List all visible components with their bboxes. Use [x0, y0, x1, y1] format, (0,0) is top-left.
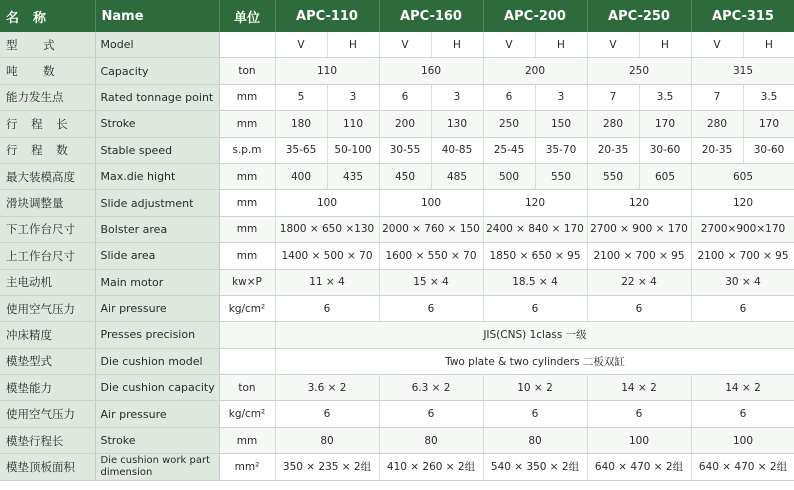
cell: 435 — [327, 163, 379, 189]
cell: 35-70 — [535, 137, 587, 163]
table-row — [0, 58, 794, 84]
cell: 160 — [379, 58, 483, 84]
cell: H — [535, 32, 587, 58]
cell: 1400 × 500 × 70 — [275, 243, 379, 269]
cell: 6.3 × 2 — [379, 375, 483, 401]
table-row — [0, 163, 794, 189]
cell: 2100 × 700 × 95 — [691, 243, 794, 269]
row-label-en: Air pressure — [95, 401, 219, 427]
table-row — [0, 32, 794, 58]
cell: 20-35 — [587, 137, 639, 163]
cell: 40-85 — [431, 137, 483, 163]
cell: 3 — [535, 84, 587, 110]
cell: 80 — [275, 427, 379, 453]
cell: 150 — [535, 111, 587, 137]
row-label-en: Die cushion model — [95, 348, 219, 374]
cell: 280 — [587, 111, 639, 137]
row-label-zh: 最大装模高度 — [0, 163, 95, 189]
row-unit: mm — [219, 84, 275, 110]
cell: 550 — [587, 163, 639, 189]
cell: 50-100 — [327, 137, 379, 163]
cell: 3 — [431, 84, 483, 110]
cell: 170 — [639, 111, 691, 137]
cell: 2000 × 760 × 150 — [379, 216, 483, 242]
table-row — [0, 322, 794, 348]
row-unit — [219, 322, 275, 348]
table-row — [0, 216, 794, 242]
cell: 550 — [535, 163, 587, 189]
cell: 200 — [379, 111, 431, 137]
cell: 170 — [743, 111, 794, 137]
cell: 110 — [275, 58, 379, 84]
cell: 20-35 — [691, 137, 743, 163]
header-model: APC-200 — [483, 0, 587, 32]
cell: 400 — [275, 163, 327, 189]
cell: 6 — [379, 401, 483, 427]
cell: V — [379, 32, 431, 58]
cell: 100 — [691, 427, 794, 453]
row-unit — [219, 32, 275, 58]
cell: 2700 × 900 × 170 — [587, 216, 691, 242]
cell: 3.5 — [639, 84, 691, 110]
cell: 25-45 — [483, 137, 535, 163]
cell: 14 × 2 — [691, 375, 794, 401]
table-row — [0, 84, 794, 110]
cell: 100 — [379, 190, 483, 216]
row-unit: ton — [219, 58, 275, 84]
cell: V — [483, 32, 535, 58]
row-label-zh: 行 程 长 — [0, 111, 95, 137]
row-label-zh: 模垫行程长 — [0, 427, 95, 453]
row-label-en: Rated tonnage point — [95, 84, 219, 110]
row-unit: kg/cm² — [219, 295, 275, 321]
row-label-zh: 上工作台尺寸 — [0, 243, 95, 269]
cell: 15 × 4 — [379, 269, 483, 295]
row-unit: mm² — [219, 454, 275, 480]
cell: 6 — [483, 295, 587, 321]
row-label-en: Stroke — [95, 111, 219, 137]
row-label-en: Bolster area — [95, 216, 219, 242]
cell: 6 — [275, 295, 379, 321]
table-row — [0, 111, 794, 137]
cell: 1800 × 650 ×130 — [275, 216, 379, 242]
cell: 250 — [483, 111, 535, 137]
row-label-zh: 模垫能力 — [0, 375, 95, 401]
cell: 6 — [587, 295, 691, 321]
table-row — [0, 375, 794, 401]
cell: 110 — [327, 111, 379, 137]
row-label-en: Die cushion work part dimension — [95, 454, 219, 480]
cell: 30-60 — [743, 137, 794, 163]
row-label-zh: 行 程 数 — [0, 137, 95, 163]
cell: 6 — [691, 401, 794, 427]
cell: 2400 × 840 × 170 — [483, 216, 587, 242]
cell: 130 — [431, 111, 483, 137]
row-label-en: Die cushion capacity — [95, 375, 219, 401]
cell: 10 × 2 — [483, 375, 587, 401]
row-label-en: Max.die hight — [95, 163, 219, 189]
cell: 315 — [691, 58, 794, 84]
cell: 22 × 4 — [587, 269, 691, 295]
cell: 80 — [483, 427, 587, 453]
row-label-zh: 冲床精度 — [0, 322, 95, 348]
header-model: APC-110 — [275, 0, 379, 32]
row-label-zh: 模垫型式 — [0, 348, 95, 374]
table-row — [0, 401, 794, 427]
row-label-en: Capacity — [95, 58, 219, 84]
cell: 11 × 4 — [275, 269, 379, 295]
table-row — [0, 295, 794, 321]
header-unit: 单位 — [219, 0, 275, 32]
row-unit: mm — [219, 243, 275, 269]
row-label-en: Slide area — [95, 243, 219, 269]
cell: 6 — [483, 401, 587, 427]
cell: V — [587, 32, 639, 58]
row-label-en: Stable speed — [95, 137, 219, 163]
cell: 120 — [691, 190, 794, 216]
header-model: APC-160 — [379, 0, 483, 32]
row-label-zh: 使用空气压力 — [0, 295, 95, 321]
header-row — [0, 0, 794, 32]
cell: 5 — [275, 84, 327, 110]
cell: 3 — [327, 84, 379, 110]
row-unit: ton — [219, 375, 275, 401]
cell: 6 — [483, 84, 535, 110]
row-unit: mm — [219, 427, 275, 453]
table-row — [0, 137, 794, 163]
cell: 450 — [379, 163, 431, 189]
cell: 410 × 260 × 2组 — [379, 454, 483, 480]
row-unit — [219, 348, 275, 374]
header-model: APC-250 — [587, 0, 691, 32]
table-row — [0, 348, 794, 374]
cell: 100 — [275, 190, 379, 216]
cell: H — [327, 32, 379, 58]
row-label-en: Slide adjustment — [95, 190, 219, 216]
cell: JIS(CNS) 1class 一级 — [275, 322, 794, 348]
table-row — [0, 269, 794, 295]
row-label-zh: 型 式 — [0, 32, 95, 58]
cell: 6 — [275, 401, 379, 427]
cell: 2700×900×170 — [691, 216, 794, 242]
cell: 35-65 — [275, 137, 327, 163]
cell: 540 × 350 × 2组 — [483, 454, 587, 480]
cell: V — [275, 32, 327, 58]
row-label-zh: 主电动机 — [0, 269, 95, 295]
row-unit: kw×P — [219, 269, 275, 295]
header-zh: 名称 — [0, 0, 95, 32]
row-unit: mm — [219, 190, 275, 216]
cell: 6 — [691, 295, 794, 321]
cell: Two plate & two cylinders 二板双缸 — [275, 348, 794, 374]
cell: 6 — [379, 84, 431, 110]
row-unit: mm — [219, 216, 275, 242]
cell: 30 × 4 — [691, 269, 794, 295]
cell: H — [639, 32, 691, 58]
cell: 605 — [639, 163, 691, 189]
cell: 7 — [587, 84, 639, 110]
cell: 180 — [275, 111, 327, 137]
table-row — [0, 427, 794, 453]
cell: 120 — [483, 190, 587, 216]
cell: 120 — [587, 190, 691, 216]
row-unit: mm — [219, 111, 275, 137]
row-label-en: Main motor — [95, 269, 219, 295]
cell: 6 — [379, 295, 483, 321]
row-label-zh: 下工作台尺寸 — [0, 216, 95, 242]
table-row — [0, 190, 794, 216]
cell: 3.5 — [743, 84, 794, 110]
cell: H — [743, 32, 794, 58]
cell: 500 — [483, 163, 535, 189]
cell: 1600 × 550 × 70 — [379, 243, 483, 269]
cell: 14 × 2 — [587, 375, 691, 401]
cell: 7 — [691, 84, 743, 110]
cell: 250 — [587, 58, 691, 84]
row-label-zh: 滑块调整量 — [0, 190, 95, 216]
cell: 30-60 — [639, 137, 691, 163]
cell: 350 × 235 × 2组 — [275, 454, 379, 480]
row-label-en: Stroke — [95, 427, 219, 453]
cell: 485 — [431, 163, 483, 189]
row-label-zh: 能力发生点 — [0, 84, 95, 110]
row-label-en: Model — [95, 32, 219, 58]
header-name: Name — [95, 0, 219, 32]
row-label-zh: 吨 数 — [0, 58, 95, 84]
cell: 2100 × 700 × 95 — [587, 243, 691, 269]
cell: 30-55 — [379, 137, 431, 163]
row-label-zh: 模垫顶板面积 — [0, 454, 95, 480]
row-unit: s.p.m — [219, 137, 275, 163]
cell: 200 — [483, 58, 587, 84]
cell: 640 × 470 × 2组 — [691, 454, 794, 480]
header-model: APC-315 — [691, 0, 794, 32]
cell: 100 — [587, 427, 691, 453]
row-label-en: Presses precision — [95, 322, 219, 348]
cell: 3.6 × 2 — [275, 375, 379, 401]
cell: 280 — [691, 111, 743, 137]
row-label-zh: 使用空气压力 — [0, 401, 95, 427]
table-row — [0, 243, 794, 269]
cell: 640 × 470 × 2组 — [587, 454, 691, 480]
cell: 80 — [379, 427, 483, 453]
cell: 18.5 × 4 — [483, 269, 587, 295]
cell: 6 — [587, 401, 691, 427]
cell: H — [431, 32, 483, 58]
row-unit: mm — [219, 163, 275, 189]
cell: 605 — [691, 163, 794, 189]
cell: V — [691, 32, 743, 58]
table-row — [0, 454, 794, 480]
row-label-en: Air pressure — [95, 295, 219, 321]
cell: 1850 × 650 × 95 — [483, 243, 587, 269]
row-unit: kg/cm² — [219, 401, 275, 427]
